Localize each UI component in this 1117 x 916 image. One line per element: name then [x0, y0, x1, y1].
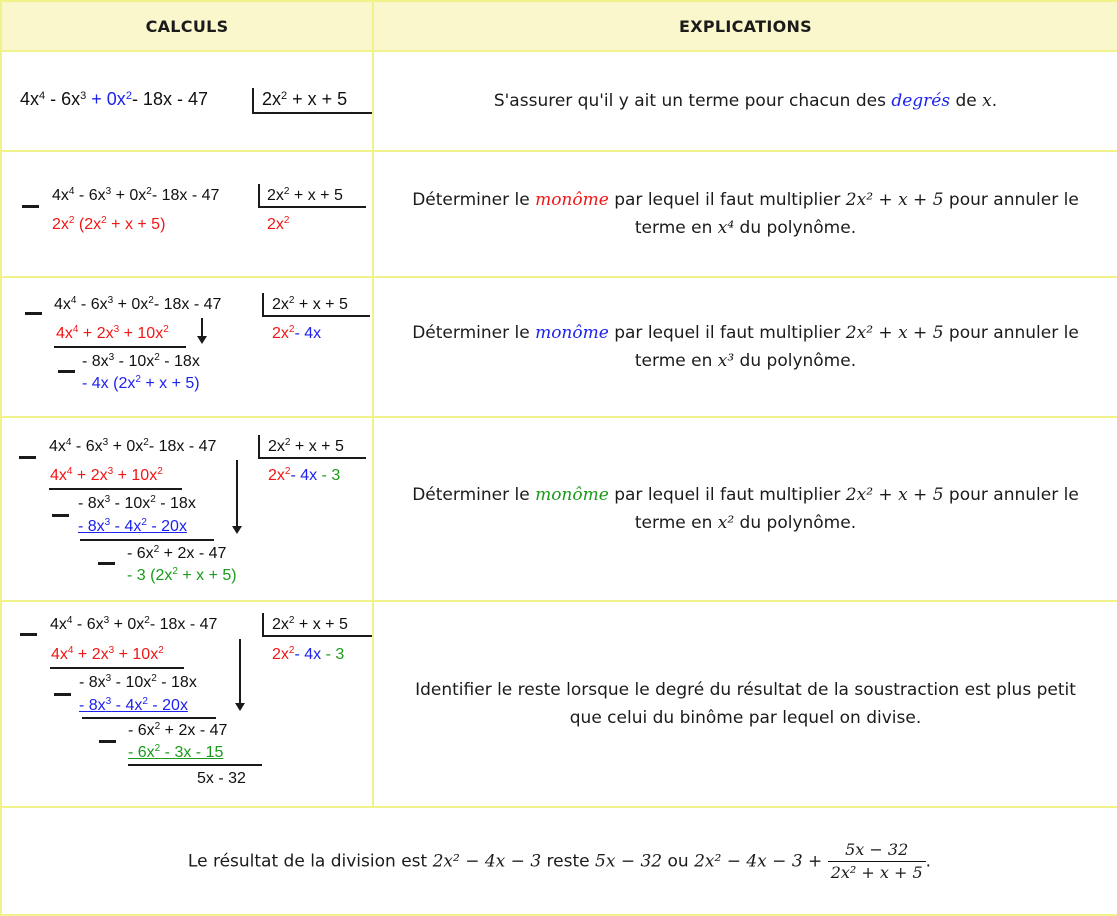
- division-bracket-vertical: [258, 435, 260, 457]
- subtraction-line: [80, 539, 214, 541]
- explanation-1: S'assurer qu'il y ait un terme pour chacun des degrés de x.: [373, 51, 1117, 151]
- subtract-sign: [54, 693, 71, 696]
- calc-cell-5: [1, 601, 373, 807]
- subtract-sign: [19, 456, 36, 459]
- division-bracket-vertical: [262, 613, 264, 635]
- remainder-line: - $6x^2 + 2x - 47$: [128, 721, 228, 739]
- division-bracket-horizontal: [258, 457, 366, 459]
- dividend: $4x^4 - 6x^3 + 0x^2-$ 18x - 47: [49, 437, 217, 455]
- division-bracket-horizontal: [258, 206, 366, 208]
- dividend: $4x^4 - 6x^3 + 0x^2-$ 18x - 47: [54, 295, 222, 313]
- subtract-sign: [98, 562, 115, 565]
- subtract-sign: [25, 312, 42, 315]
- product-line: $4x^4 + 2x^3 + 10x^2$: [56, 324, 169, 342]
- subtract-sign: [52, 514, 69, 517]
- quotient: $2x^2$: [267, 215, 290, 233]
- explanation-3: Déterminer le monôme par lequel il faut multiplier 2x² + x + 5 pour annuler le terme en x³ du polynôme.: [373, 277, 1117, 417]
- subtraction-line: [82, 717, 216, 719]
- quotient: $2x^2-$ 4x - 3: [272, 645, 345, 663]
- remainder-line: - $8x^3 - 10x^2 - 18x$: [79, 673, 197, 691]
- product-line: $4x^4 + 2x^3 + 10x^2$: [51, 645, 164, 663]
- step-row-4: [1, 417, 1117, 601]
- subtraction-line: [54, 346, 186, 348]
- division-bracket-horizontal: [262, 315, 370, 317]
- summary-row: [1, 807, 1117, 915]
- dividend: $4x^4 - 6x^3 + 0x^2-$ 18x - 47: [50, 615, 218, 633]
- divisor: $2x^2 + x + 5$: [267, 186, 343, 204]
- remainder-line: - $8x^3 - 10x^2 - 18x$: [82, 352, 200, 370]
- bring-down-arrow: [239, 639, 241, 709]
- divisor: $2x^2 + x + 5$: [272, 295, 348, 313]
- divisor: $2x^2 + x + 5$: [272, 615, 348, 633]
- header-row: [1, 1, 1117, 51]
- remainder-line: - $8x^3 - 10x^2 - 18x$: [78, 494, 196, 512]
- subtraction-line: [49, 488, 182, 490]
- product-expression: - 4x $(2x^2 + x + 5)$: [82, 374, 200, 392]
- product-line: $4x^4 + 2x^3 + 10x^2$: [50, 466, 163, 484]
- step-row-2: [1, 151, 1117, 277]
- divisor: $2x^2 + x + 5$: [262, 89, 348, 109]
- explanation-4: Déterminer le monôme par lequel il faut multiplier 2x² + x + 5 pour annuler le terme en x² du polynôme.: [373, 417, 1117, 601]
- subtraction-line: [128, 764, 262, 766]
- divisor: $2x^2 + x + 5$: [268, 437, 344, 455]
- product-line: - $6x^2 - 3x - 15$: [128, 743, 224, 761]
- subtraction-line: [50, 667, 184, 669]
- quotient: $2x^2-$ 4x - 3: [268, 466, 341, 484]
- calc-cell-4: [1, 417, 373, 601]
- bring-down-arrow: [236, 460, 238, 532]
- product-line: - $8x^3 - 4x^2 - 20x$: [78, 517, 187, 535]
- bring-down-arrow: [201, 318, 203, 342]
- division-bracket-vertical: [262, 293, 264, 315]
- dividend: $4x^4 - 6x^3 + 0x^2-$ 18x - 47: [52, 186, 220, 204]
- division-bracket-vertical: [258, 184, 260, 206]
- quotient: $2x^2-$ 4x: [272, 324, 322, 342]
- product-expression: $2x^2$ $(2x^2 + x + 5)$: [52, 215, 166, 233]
- step-row-3: [1, 277, 1117, 417]
- calc-cell-2: [1, 151, 373, 277]
- summary-cell: Le résultat de la division est 2x² − 4x − 3 reste 5x − 32 ou 2x² − 4x − 3 + $\frac{5x - 32}{\text{2x² + x + 5}}$ .: [1, 807, 1117, 915]
- subtract-sign: [58, 370, 75, 373]
- step-row-1: [1, 51, 1117, 151]
- subtract-sign: [20, 633, 37, 636]
- subtract-sign: [99, 740, 116, 743]
- calc-cell-3: [1, 277, 373, 417]
- explanation-2: Déterminer le monôme par lequel il faut multiplier 2x² + x + 5 pour annuler le terme en x⁴ du polynôme.: [373, 151, 1117, 277]
- remainder-fraction: $\frac{5x - 32}{\text{2x² + x + 5}}$: [828, 839, 926, 884]
- dividend: $4x^4 - 6x^3 + 0x^2-$ 18x - 47: [20, 89, 208, 109]
- zero-term: + $0x^2$: [86, 89, 132, 109]
- header-calculs: CALCULS: [1, 1, 373, 51]
- product-line: - $8x^3 - 4x^2 - 20x$: [79, 696, 188, 714]
- remainder-line: - $6x^2 + 2x - 47$: [127, 544, 227, 562]
- product-expression: - 3 $(2x^2 + x + 5)$: [127, 566, 237, 584]
- division-bracket-horizontal: [262, 635, 372, 637]
- step-row-5: [1, 601, 1117, 807]
- subtract-sign: [22, 205, 39, 208]
- division-bracket-vertical: [252, 88, 254, 112]
- division-bracket-horizontal: [252, 112, 372, 114]
- header-explications: EXPLICATIONS: [373, 1, 1117, 51]
- explanation-5: Identifier le reste lorsque le degré du résultat de la soustraction est plus petit que celui du binôme par lequel on divise.: [373, 601, 1117, 807]
- calc-cell-1: [1, 51, 373, 151]
- remainder: 5x - 32: [197, 770, 246, 787]
